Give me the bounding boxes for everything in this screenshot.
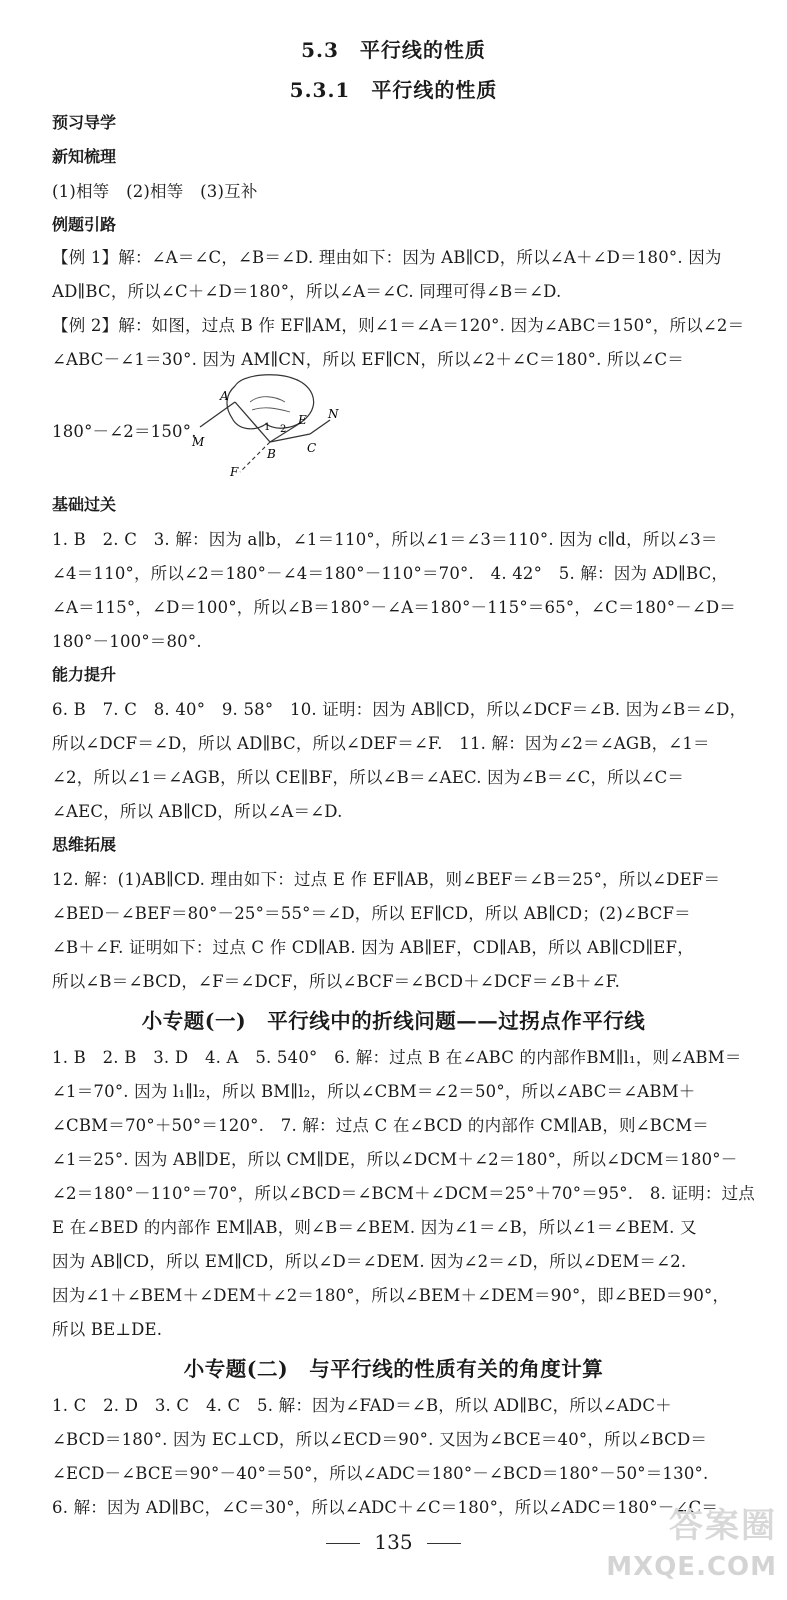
thinking-line: ∠BED－∠BEF＝80°－25°＝55°＝∠D，所以 EF∥CD，所以 AB∥CD；(2)∠BCF＝ bbox=[52, 904, 691, 923]
topic1-line: 所以 BE⊥DE. bbox=[52, 1320, 163, 1339]
line-bf bbox=[240, 442, 270, 472]
topic1-line: 1. B 2. B 3. D 4. A 5. 540° 6. 解：过点 B 在∠ABC 的内部作BM∥l₁，则∠ABM＝ bbox=[52, 1048, 742, 1067]
basic-line: 180°－100°＝80°. bbox=[52, 632, 202, 651]
subsection-title: 5.3.1 平行线的性质 bbox=[289, 78, 498, 102]
label-1: 1 bbox=[264, 422, 271, 433]
topic2-line: 6. 解：因为 AD∥BC，∠C＝30°，所以∠ADC＋∠C＝180°，所以∠ADC＝180°－∠C＝ bbox=[52, 1498, 719, 1517]
ability-line: 6. B 7. C 8. 40° 9. 58° 10. 证明：因为 AB∥CD，所以∠DCF＝∠B. 因为∠B＝∠D， bbox=[52, 700, 747, 719]
watermark-logo: 答案圈 bbox=[669, 1506, 777, 1546]
label-a: A bbox=[220, 389, 229, 403]
topic1-line: E 在∠BED 的内部作 EM∥AB，则∠B＝∠BEM. 因为∠1＝∠B，所以∠1＝∠BEM. 又 bbox=[52, 1218, 697, 1237]
topic1-title: 小专题(一) 平行线中的折线问题——过拐点作平行线 bbox=[141, 1009, 646, 1033]
topic1-line: 因为 AB∥CD，所以 EM∥CD，所以∠D＝∠DEM. 因为∠2＝∠D，所以∠DEM＝∠2. bbox=[52, 1252, 687, 1271]
ability-line: 所以∠DCF＝∠D，所以 AD∥BC，所以∠DEF＝∠F. 11. 解：因为∠2＝∠AGB，∠1＝ bbox=[52, 734, 710, 753]
label-f: F bbox=[230, 465, 239, 479]
ability-line: ∠AEC，所以 AB∥CD，所以∠A＝∠D. bbox=[52, 802, 343, 821]
label-b: B bbox=[267, 447, 276, 461]
ability-heading: 能力提升 bbox=[52, 665, 117, 684]
basic-line: 1. B 2. C 3. 解：因为 a∥b，∠1＝110°，所以∠1＝∠3＝110°. 因为 c∥d，所以∠3＝ bbox=[52, 530, 718, 549]
thinking-line: ∠B＋∠F. 证明如下：过点 C 作 CD∥AB. 因为 AB∥EF，CD∥AB，所以 AB∥CD∥EF， bbox=[52, 938, 694, 957]
label-e: E bbox=[298, 413, 307, 427]
example-line: 【例 2】解：如图，过点 B 作 EF∥AM，则∠1＝∠A＝120°. 因为∠ABC＝150°，所以∠2＝ bbox=[52, 316, 745, 335]
parallel-lines-figure bbox=[180, 372, 350, 482]
topic1-line: ∠1＝70°. 因为 l₁∥l₂，所以 BM∥l₂，所以∠CBM＝∠2＝50°，所以∠ABC＝∠ABM＋ bbox=[52, 1082, 696, 1101]
page-number-text: 135 bbox=[374, 1530, 413, 1554]
examples-heading: 例题引路 bbox=[52, 215, 117, 234]
topic1-line: 因为∠1＋∠BEM＋∠DEM＋∠2＝180°，所以∠BEM＋∠DEM＝90°，即∠BED＝90°， bbox=[52, 1286, 730, 1305]
preview-heading: 预习导学 bbox=[52, 113, 117, 132]
example-line: 【例 1】解：∠A＝∠C，∠B＝∠D. 理由如下：因为 AB∥CD，所以∠A＋∠D＝180°. 因为 bbox=[52, 248, 722, 267]
thinking-line: 所以∠B＝∠BCD，∠F＝∠DCF，所以∠BCF＝∠BCD＋∠DCF＝∠B＋∠F. bbox=[52, 972, 621, 991]
example-line: ∠ABC－∠1＝30°. 因为 AM∥CN，所以 EF∥CN，所以∠2＋∠C＝180°. 所以∠C＝ bbox=[52, 350, 684, 369]
topic2-line: 1. C 2. D 3. C 4. C 5. 解：因为∠FAD＝∠B，所以 AD∥BC，所以∠ADC＋ bbox=[52, 1396, 672, 1415]
page-dash-left bbox=[326, 1543, 360, 1544]
example-line: 180°－∠2＝150°. bbox=[52, 422, 197, 441]
new-knowledge-text: (1)相等 (2)相等 (3)互补 bbox=[52, 182, 258, 201]
topic2-title: 小专题(二) 与平行线的性质有关的角度计算 bbox=[183, 1357, 604, 1381]
thinking-line: 12. 解：(1)AB∥CD. 理由如下：过点 E 作 EF∥AB，则∠BEF＝∠B＝25°，所以∠DEF＝ bbox=[52, 870, 721, 889]
topic1-line: ∠CBM＝70°＋50°＝120°. 7. 解：过点 C 在∠BCD 的内部作 CM∥AB，则∠BCM＝ bbox=[52, 1116, 710, 1135]
ability-line: ∠2，所以∠1＝∠AGB，所以 CE∥BF，所以∠B＝∠AEC. 因为∠B＝∠C，所以∠C＝ bbox=[52, 768, 685, 787]
rock-shading bbox=[250, 397, 290, 412]
example-line: AD∥BC，所以∠C＋∠D＝180°，所以∠A＝∠C. 同理可得∠B＝∠D. bbox=[52, 282, 562, 301]
topic1-line: ∠2＝180°－110°＝70°，所以∠BCD＝∠BCM＋∠DCM＝25°＋70°＝95°. 8. 证明：过点 bbox=[52, 1184, 755, 1203]
topic1-line: ∠1＝25°. 因为 AB∥DE，所以 CM∥DE，所以∠DCM＋∠2＝180°，所以∠DCM＝180°－ bbox=[52, 1150, 738, 1169]
basic-line: ∠A＝115°，∠D＝100°，所以∠B＝180°－∠A＝180°－115°＝65°，∠C＝180°－∠D＝ bbox=[52, 598, 736, 617]
topic2-line: ∠ECD－∠BCE＝90°－40°＝50°，所以∠ADC＝180°－∠BCD＝180°－50°＝130°. bbox=[52, 1464, 709, 1483]
topic2-line: ∠BCD＝180°. 因为 EC⊥CD，所以∠ECD＝90°. 又因为∠BCE＝40°，所以∠BCD＝ bbox=[52, 1430, 708, 1449]
new-knowledge-heading: 新知梳理 bbox=[52, 147, 117, 166]
label-n: N bbox=[328, 407, 339, 421]
basic-heading: 基础过关 bbox=[52, 495, 117, 514]
label-2: 2 bbox=[280, 424, 287, 435]
label-m: M bbox=[192, 435, 205, 449]
line-cn bbox=[310, 420, 330, 434]
page-dash-right bbox=[427, 1543, 461, 1544]
label-c: C bbox=[307, 441, 317, 455]
section-title: 5.3 平行线的性质 bbox=[301, 38, 486, 62]
thinking-heading: 思维拓展 bbox=[52, 835, 117, 854]
watermark-url: MXQE.COM bbox=[606, 1552, 777, 1582]
basic-line: ∠4＝110°，所以∠2＝180°－∠4＝180°－110°＝70°. 4. 42° 5. 解：因为 AD∥BC， bbox=[52, 564, 729, 583]
